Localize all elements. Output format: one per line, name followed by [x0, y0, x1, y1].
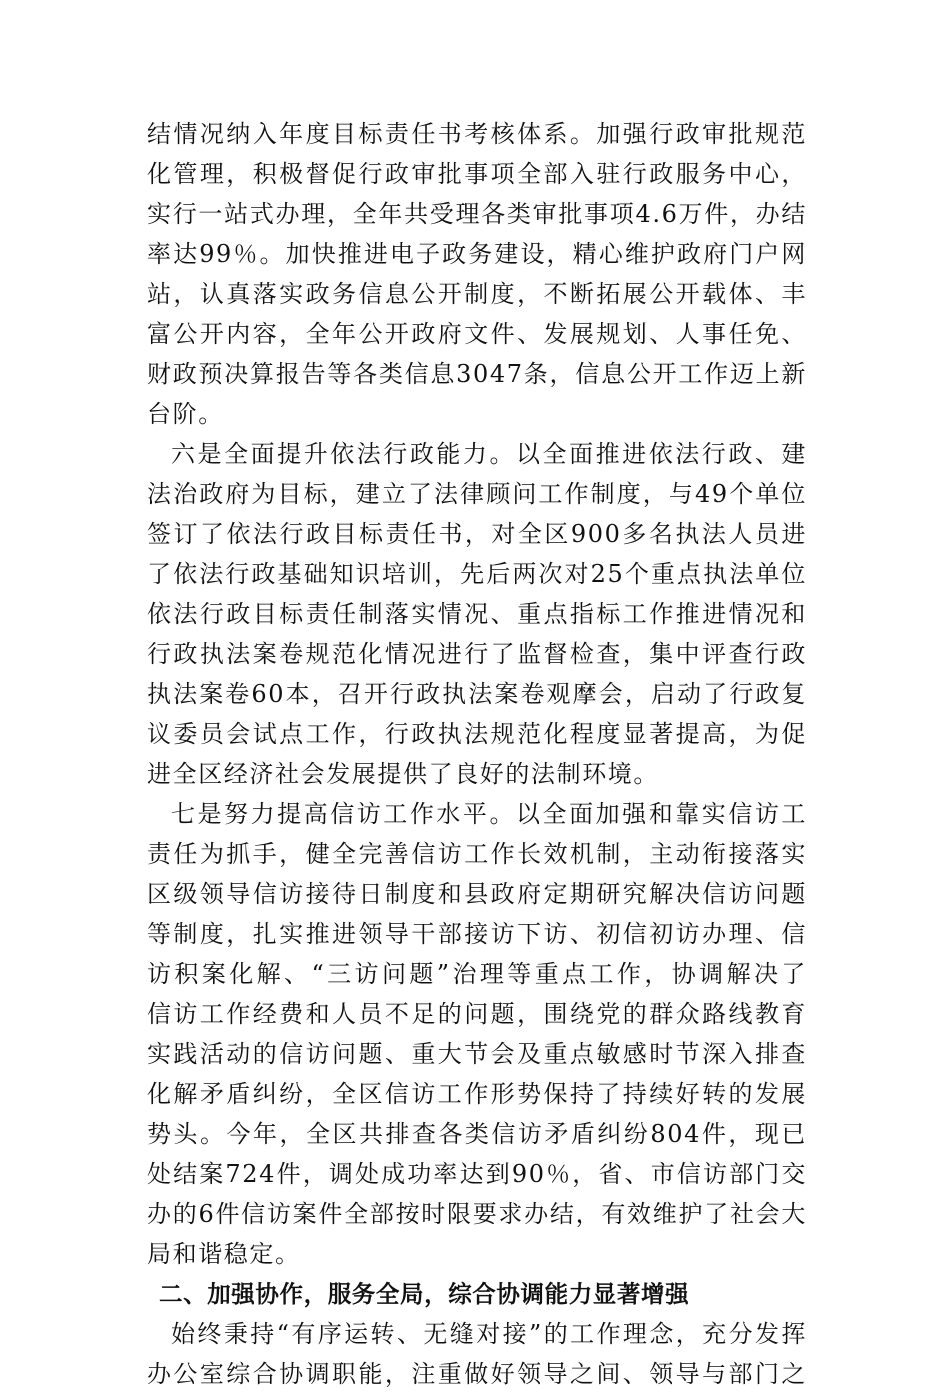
text-line: 行政执法案卷规范化情况进行了监督检查，集中评查行政	[147, 640, 807, 668]
text-line: 访积案化解、“三访问题”治理等重点工作，协调解决了	[147, 960, 807, 988]
text-line: 议委员会试点工作，行政执法规范化程度显著提高，为促	[147, 720, 807, 748]
text-line: 处结案724件，调处成功率达到90％，省、市信访部门交	[147, 1160, 807, 1188]
text-line: 化管理，积极督促行政审批事项全部入驻行政服务中心，	[147, 160, 807, 188]
text-line: 站，认真落实政务信息公开制度，不断拓展公开载体、丰	[147, 280, 807, 308]
paragraph-start-line: 六是全面提升依法行政能力。以全面推进依法行政、建	[171, 440, 807, 468]
text-line: 法治政府为目标，建立了法律顾问工作制度，与49个单位	[147, 480, 807, 508]
text-line: 实践活动的信访问题、重大节会及重点敏感时节深入排查	[147, 1040, 807, 1068]
text-line: 执法案卷60本，召开行政执法案卷观摩会，启动了行政复	[147, 680, 807, 708]
text-line: 区级领导信访接待日制度和县政府定期研究解决信访问题	[147, 880, 807, 908]
text-line: 签订了依法行政目标责任书，对全区900多名执法人员进	[147, 520, 807, 548]
text-line: 结情况纳入年度目标责任书考核体系。加强行政审批规范	[147, 120, 807, 148]
text-line: 进全区经济社会发展提供了良好的法制环境。	[147, 760, 659, 788]
text-line: 势头。今年，全区共排查各类信访矛盾纠纷804件，现已	[147, 1120, 807, 1148]
text-line: 责任为抓手，健全完善信访工作长效机制，主动衔接落实	[147, 840, 807, 868]
paragraph-start-line: 始终秉持“有序运转、无缝对接”的工作理念，充分发挥	[171, 1320, 807, 1348]
document-body	[147, 114, 807, 1394]
text-line: 依法行政目标责任制落实情况、重点指标工作推进情况和	[147, 600, 807, 628]
text-line: 等制度，扎实推进领导干部接访下访、初信初访办理、信	[147, 920, 807, 948]
text-line: 实行一站式办理，全年共受理各类审批事项4.6万件，办结	[147, 200, 807, 228]
text-line: 办的6件信访案件全部按时限要求办结，有效维护了社会大	[147, 1200, 807, 1228]
text-line: 了依法行政基础知识培训，先后两次对25个重点执法单位	[147, 560, 807, 588]
text-line: 局和谐稳定。	[147, 1240, 301, 1268]
text-line: 化解矛盾纠纷，全区信访工作形势保持了持续好转的发展	[147, 1080, 807, 1108]
text-line: 富公开内容，全年公开政府文件、发展规划、人事任免、	[147, 320, 807, 348]
section-heading: 二、加强协作，服务全局，综合协调能力显著增强	[159, 1280, 690, 1308]
text-line: 率达99％。加快推进电子政务建设，精心维护政府门户网	[147, 240, 807, 268]
text-line: 台阶。	[147, 400, 224, 428]
text-line: 信访工作经费和人员不足的问题，围绕党的群众路线教育	[147, 1000, 807, 1028]
text-line: 财政预决算报告等各类信息3047条，信息公开工作迈上新	[147, 360, 807, 388]
paragraph-start-line: 七是努力提高信访工作水平。以全面加强和靠实信访工	[171, 800, 807, 828]
text-line: 办公室综合协调职能，注重做好领导之间、领导与部门之	[147, 1360, 807, 1388]
